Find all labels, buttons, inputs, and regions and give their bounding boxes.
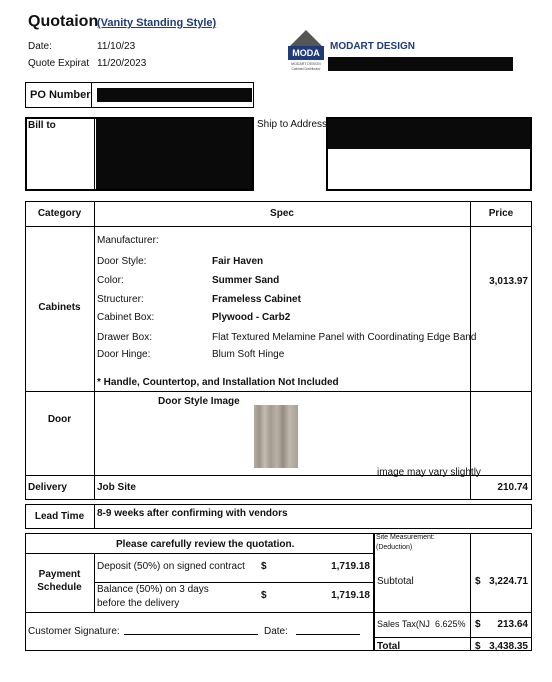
site-measurement-line2: (Deduction)	[376, 544, 413, 551]
sales-tax-value: 213.64	[497, 619, 528, 630]
spec-label-cabinet-box: Cabinet Box:	[97, 312, 155, 323]
document-title: Quotaion	[28, 13, 99, 30]
bill-to-label: Bill to	[28, 120, 56, 131]
payment-category-line1: Payment	[38, 569, 81, 580]
subtotal-label: Subtotal	[377, 576, 414, 587]
payment-category-line2: Schedule	[37, 582, 82, 593]
deposit-label: Deposit (50%) on signed contract	[97, 561, 245, 572]
subtotal-currency: $	[475, 576, 481, 587]
date-label: Date:	[28, 41, 52, 52]
redacted-company-address	[328, 57, 513, 71]
document-subtitle: (Vanity Standing Style)	[97, 17, 217, 29]
logo-subtext-1: MODART DESIGN	[291, 62, 321, 66]
door-style-image	[254, 405, 298, 468]
redacted-bill-to-address	[96, 119, 252, 189]
spec-label-drawer-box: Drawer Box:	[97, 332, 153, 343]
signature-date-label: Date:	[264, 626, 288, 637]
cabinets-note: * Handle, Countertop, and Installation Not Included	[97, 377, 339, 388]
delivery-price: 210.74	[497, 482, 528, 493]
cabinets-category: Cabinets	[38, 302, 81, 313]
date-value: 11/10/23	[97, 41, 136, 52]
signature-date-line[interactable]	[296, 634, 360, 635]
spec-label-color: Color:	[97, 275, 124, 286]
company-name: MODART DESIGN	[330, 41, 415, 52]
review-note: Please carefully review the quotation.	[116, 539, 295, 550]
door-category: Door	[47, 414, 72, 425]
delivery-category: Delivery	[28, 482, 67, 493]
deposit-currency: $	[261, 561, 267, 572]
header-spec: Spec	[270, 208, 294, 219]
delivery-spec: Job Site	[97, 482, 136, 493]
logo-subtext-2: Cabinet Distributor	[291, 67, 321, 71]
spec-value-color: Summer Sand	[212, 275, 280, 286]
signature-line[interactable]	[124, 634, 258, 635]
balance-label-line1: Balance (50%) on 3 days	[97, 584, 209, 595]
spec-label-door-hinge: Door Hinge:	[97, 349, 151, 360]
door-image-title: Door Style Image	[158, 396, 240, 407]
spec-label-door-style: Door Style:	[97, 256, 147, 267]
ship-to-label: Ship to Address	[257, 119, 328, 130]
subtotal-value: 3,224.71	[489, 576, 528, 587]
total-value: 3,438.35	[489, 641, 528, 652]
total-label: Total	[377, 641, 401, 652]
header-price: Price	[488, 208, 514, 219]
sales-tax-rate: 6.625%	[435, 619, 466, 629]
lead-time-spec: 8-9 weeks after confirming with vendors	[97, 508, 288, 519]
cabinets-price: 3,013.97	[489, 276, 528, 287]
expiry-label: Quote Expirat	[28, 58, 90, 69]
door-image-note: image may vary slightly	[377, 467, 481, 478]
balance-value: 1,719.18	[331, 590, 370, 601]
redacted-po-number	[97, 88, 252, 102]
expiry-value: 11/20/2023	[97, 58, 147, 69]
spec-value-door-style: Fair Haven	[212, 256, 264, 267]
company-logo	[285, 28, 327, 74]
spec-value-door-hinge: Blum Soft Hinge	[212, 349, 285, 360]
logo-text: MODA	[292, 48, 320, 58]
balance-label-line2: before the delivery	[97, 598, 180, 609]
deposit-value: 1,719.18	[331, 561, 370, 572]
spec-label-structurer: Structurer:	[97, 294, 144, 305]
po-number-label: PO Number	[30, 89, 91, 101]
lead-time-category: Lead Time	[34, 511, 85, 522]
spec-value-drawer-box: Flat Textured Melamine Panel with Coordinating Edge Band	[212, 332, 477, 343]
spec-label-manufacturer: Manufacturer:	[97, 235, 159, 246]
site-measurement-line1: Site Measurement:	[376, 534, 435, 541]
balance-currency: $	[261, 590, 267, 601]
sales-tax-label: Sales Tax(NJ	[377, 619, 430, 629]
spec-value-cabinet-box: Plywood - Carb2	[212, 312, 291, 323]
signature-label: Customer Signature:	[28, 626, 120, 637]
total-currency: $	[475, 641, 481, 652]
header-category: Category	[37, 208, 82, 219]
redacted-ship-to-address	[328, 119, 530, 149]
spec-value-structurer: Frameless Cabinet	[212, 294, 301, 305]
sales-tax-currency: $	[475, 619, 481, 630]
